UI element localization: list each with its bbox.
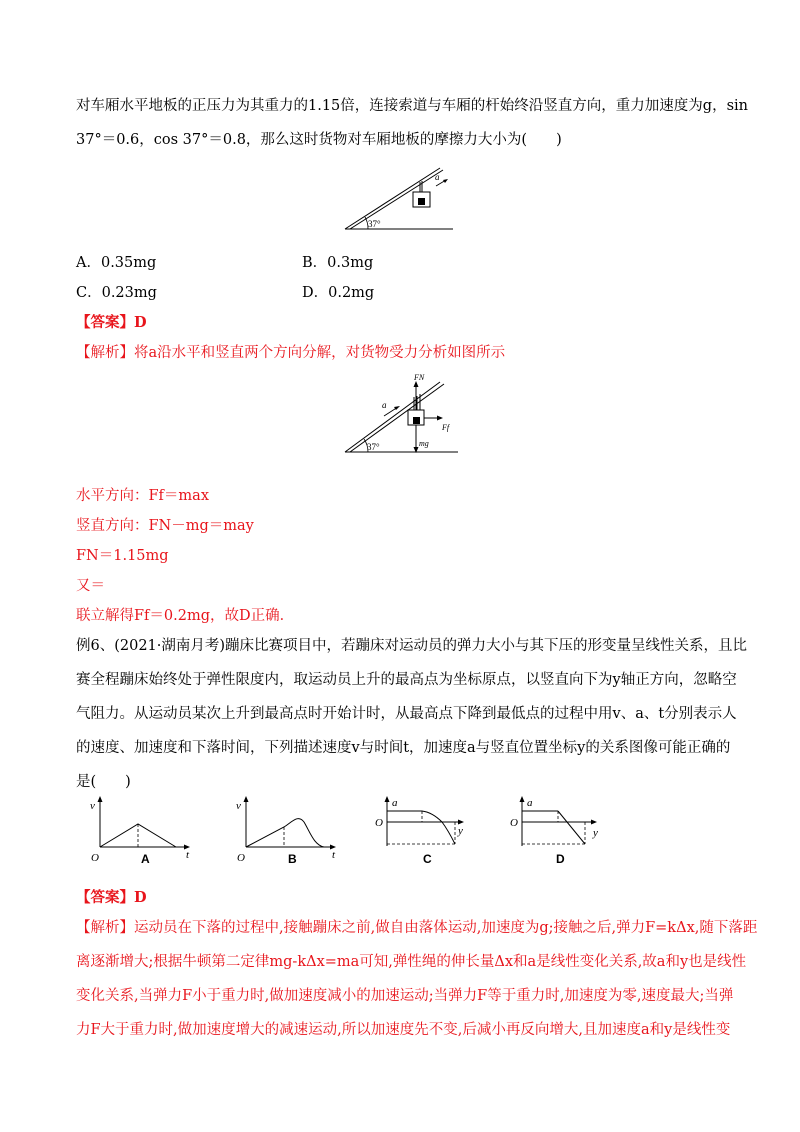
analysis-vertical: 竖直方向：FN－mg＝may xyxy=(76,518,254,534)
graph-d xyxy=(505,792,615,852)
graph-b-origin: O xyxy=(237,852,245,864)
accel-label-1: a xyxy=(435,172,440,182)
graph-c-caption: C xyxy=(423,852,432,866)
graph-a-caption: A xyxy=(141,852,150,866)
example6-line-1: 例6、(2021·湖南月考)蹦床比赛项目中，若蹦床对运动员的弹力大小与其下压的形变量呈线性关系，且比 xyxy=(76,638,748,654)
fn-label: FN xyxy=(414,373,425,382)
graph-a-xlabel: t xyxy=(186,849,190,861)
example6-line-5: 是( ) xyxy=(76,774,131,790)
analysis2-line-4: 力F大于重力时,做加速度增大的减速运动,所以加速度先不变,后减小再反向增大,且加速度a和y是线性变 xyxy=(76,1022,731,1038)
answer-label-1: 【答案】D xyxy=(76,314,147,331)
force-analysis-figure xyxy=(340,372,465,457)
graph-b-xlabel: t xyxy=(332,849,336,861)
mg-label: mg xyxy=(419,439,429,448)
analysis2-line-3: 变化关系,当弹力F小于重力时,做加速度减小的加速运动;当弹力F等于重力时,加速度为零,速度最大;当弹 xyxy=(76,988,734,1004)
graph-a-ylabel: v xyxy=(90,800,95,812)
analysis-horizontal: 水平方向：Ff＝max xyxy=(76,488,209,504)
graph-c-origin: O xyxy=(375,817,383,829)
angle-label-2: 37° xyxy=(367,442,380,452)
graph-d-origin: O xyxy=(510,817,518,829)
analysis-intro-1: 【解析】将a沿水平和竖直两个方向分解，对货物受力分析如图所示 xyxy=(76,345,506,361)
graph-c-ylabel: a xyxy=(392,797,398,809)
analysis-conclusion: 联立解得Ff＝0.2mg，故D正确． xyxy=(76,608,295,624)
graph-b-caption: B xyxy=(288,852,297,866)
incline-figure-1 xyxy=(340,165,460,235)
answer-label-2: 【答案】D xyxy=(76,889,147,906)
graph-d-ylabel: a xyxy=(527,797,533,809)
analysis2-line-2: 离逐渐增大;根据牛顿第二定律mg-kΔx=ma可知,弹性绳的伸长量Δx和a是线性变化关系,故a和y也是线性 xyxy=(76,954,747,970)
option-b: B．0.3mg xyxy=(302,255,374,271)
graph-c-xlabel: y xyxy=(458,825,463,837)
graph-c xyxy=(370,792,480,852)
graph-a-origin: O xyxy=(91,852,99,864)
accel-label-2: a xyxy=(382,400,387,410)
question-line-1: 对车厢水平地板的正压力为其重力的1.15倍，连接索道与车厢的杆始终沿竖直方向，重力加速度为g，sin xyxy=(76,98,748,114)
angle-label-1: 37° xyxy=(368,219,381,229)
option-a: A．0.35mg xyxy=(76,255,157,271)
example6-line-3: 气阻力。从运动员某次上升到最高点时开始计时，从最高点下降到最低点的过程中用v、a、t分别表示人 xyxy=(76,706,737,722)
question-line-2: 37°＝0.6，cos 37°＝0.8，那么这时货物对车厢地板的摩擦力大小为( ) xyxy=(76,132,562,148)
example6-line-4: 的速度、加速度和下落时间，下列描述速度v与时间t，加速度a与竖直位置坐标y的关系图像可能正确的 xyxy=(76,740,731,756)
graph-b-ylabel: v xyxy=(236,800,241,812)
analysis-you: 又＝ xyxy=(76,578,105,594)
ff-label: Ff xyxy=(442,423,450,432)
analysis-fn: FN＝1.15mg xyxy=(76,548,169,564)
graph-d-caption: D xyxy=(556,852,565,866)
analysis2-line-1: 【解析】运动员在下落的过程中,接触蹦床之前,做自由落体运动,加速度为g;接触之后,弹力F=kΔx,随下落距 xyxy=(76,920,758,936)
example6-line-2: 赛全程蹦床始终处于弹性限度内，取运动员上升的最高点为坐标原点，以竖直向下为y轴正方向，忽略空 xyxy=(76,672,737,688)
option-c: C．0.23mg xyxy=(76,285,157,301)
graph-d-xlabel: y xyxy=(593,827,598,839)
option-d: D．0.2mg xyxy=(302,285,375,301)
